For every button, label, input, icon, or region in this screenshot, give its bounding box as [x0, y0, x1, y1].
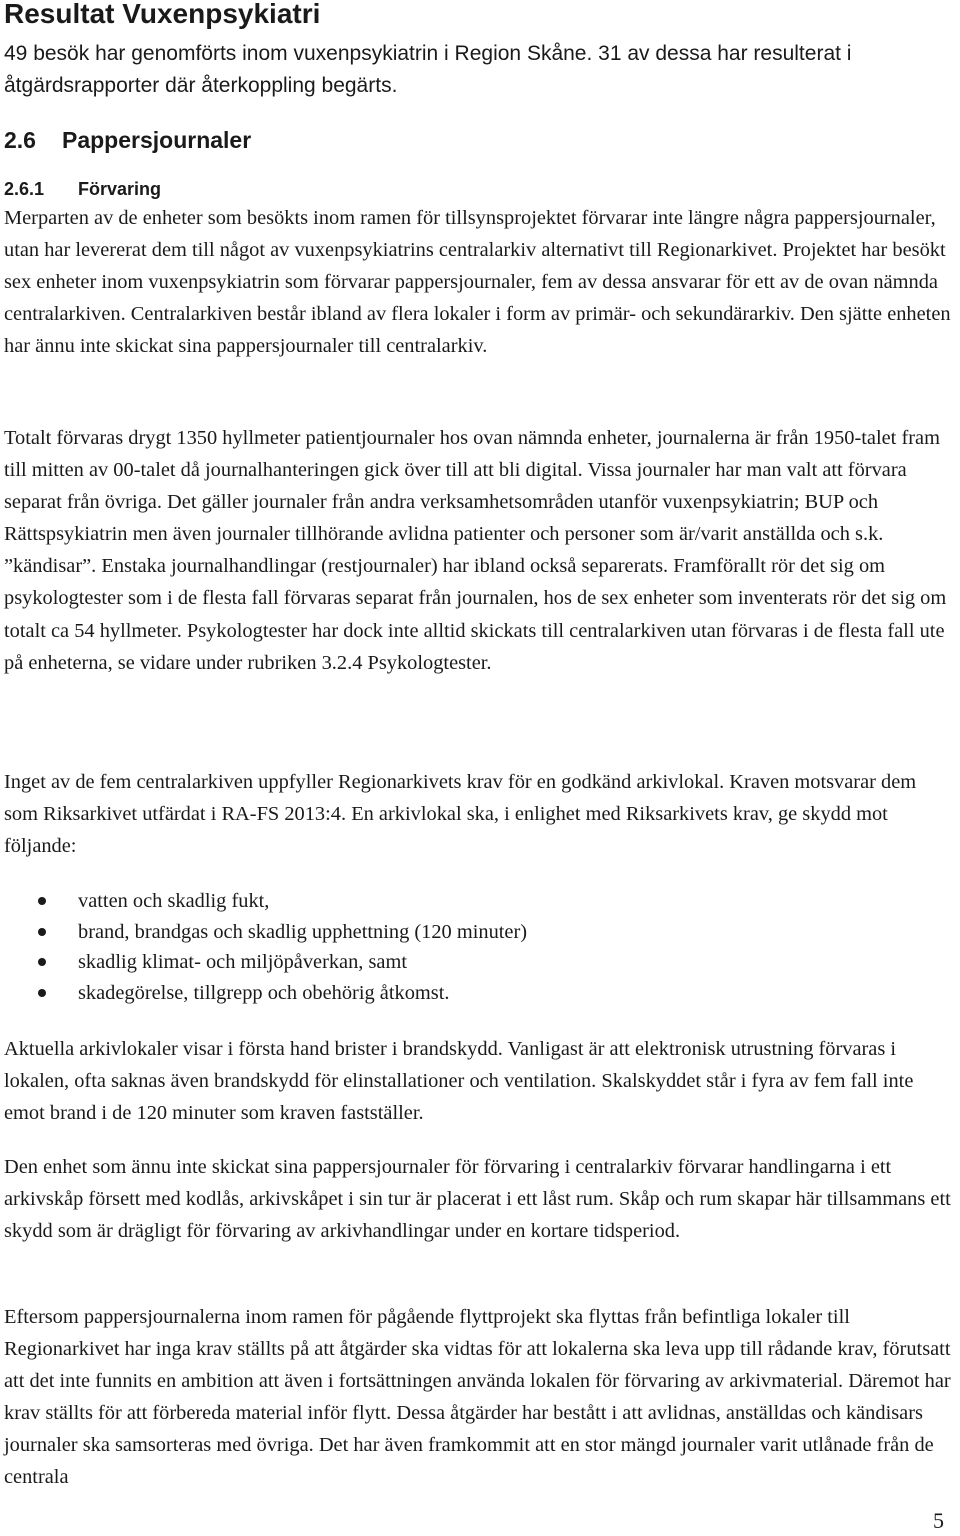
- body-paragraph: Den enhet som ännu inte skickat sina pappersjournaler för förvaring i centralarkiv förvarar handlingarna i ett arkivskåp försett med kodlås, arkivskåpet i sin tur är placerat i ett låst rum. Skåp och rum skapar här tillsammans ett skydd som är drägligt för förvaring av arkivhandlingar under en kortare tidsperiod.: [4, 1156, 951, 1243]
- protection-list: [0, 886, 950, 1008]
- bullet-icon: [38, 928, 46, 936]
- subsection-title: Förvaring: [78, 179, 162, 199]
- body-paragraph: Eftersom pappersjournalerna inom ramen för pågående flyttprojekt ska flyttas från befintliga lokaler till Regionarkivet har inga krav ställts på att åtgärder ska vidtas för att lokalerna ska leva upp till rådande krav, förutsatt att det inte funnits en ambition att även i fortsättningen använda lokalen för förvaring av arkivmaterial. Däremot har krav ställts för att förbereda material inför flytt. Dessa åtgärder har bestått i att avlidnas, anställdas och kändisars journaler ska samsorteras med övriga. Det har även framkommit att en stor mängd journaler varit utlånade från de centrala: [4, 1306, 951, 1489]
- bullet-icon: [38, 989, 46, 997]
- section-heading: [4, 124, 251, 156]
- subsection-number: 2.6.1: [4, 179, 45, 199]
- page-title: Resultat Vuxenpsykiatri: [4, 0, 321, 29]
- body-paragraph: Totalt förvaras drygt 1350 hyllmeter patientjournaler hos ovan nämnda enheter, journalerna är från 1950-talet fram till mitten av 00-talet då journalhanteringen gick över till att bli digital. Vissa journaler har man valt att förvara separat från övriga. Det gäller journaler från andra verksamhetsområden utanför vuxenpsykiatrin; BUP och Rättspsykiatrin men även journaler tillhörande avlidna patienter och personer som är/varit anställda och s.k. ”kändisar”. Enstaka journalhandlingar (restjournaler) har ibland också separerats. Framförallt rör det sig om psykologtester som i de flesta fall förvaras separat från journalen, hos de sex enheter som inventerats rör det sig om totalt ca 54 hyllmeter. Psykologtester har dock inte alltid skickats till centralarkiven utan förvaras i de flesta fall ute på enheterna, se vidare under rubriken 3.2.4 Psykologtester.: [4, 427, 947, 674]
- intro-paragraph: 49 besök har genomförts inom vuxenpsykiatrin i Region Skåne. 31 av dessa har resulterat i åtgärdsrapporter där återkoppling begärts.: [4, 42, 852, 97]
- list-item-text: vatten och skadlig fukt,: [78, 890, 270, 912]
- bullet-icon: [38, 958, 46, 966]
- list-item-text: skadlig klimat- och miljöpåverkan, samt: [78, 951, 408, 974]
- subsection-heading: [4, 176, 161, 202]
- list-item-text: brand, brandgas och skadlig upphettning (120 minuter): [78, 920, 528, 943]
- bullet-icon: [38, 897, 46, 905]
- page-number: 5: [933, 1508, 944, 1533]
- list-item: [0, 978, 950, 1009]
- body-paragraph: Aktuella arkivlokaler visar i första hand brister i brandskydd. Vanligast är att elektronisk utrustning förvaras i lokalen, ofta saknas även brandskydd för elinstallationer och ventilation. Skalskyddet står i fyra av fem fall inte emot brand i de 120 minuter som kraven fastställer.: [4, 1038, 914, 1125]
- body-paragraph: Merparten av de enheter som besökts inom ramen för tillsynsprojektet förvarar inte längre några pappersjournaler, utan har levererat dem till något av vuxenpsykiatrins centralarkiv alternativt till Regionarkivet. Projektet har besökt sex enheter inom vuxenpsykiatrin som förvarar pappersjournaler, fem av dessa ansvarar för ett av de ovan nämnda centralarkiven. Centralarkiven består ibland av flera lokaler i form av primär- och sekundärarkiv. Den sjätte enheten har ännu inte skickat sina pappersjournaler till centralarkiv.: [4, 207, 951, 358]
- section-number: 2.6: [4, 127, 36, 153]
- list-item-text: skadegörelse, tillgrepp och obehörig åtkomst.: [78, 981, 450, 1004]
- list-item: [0, 886, 950, 917]
- section-title: Pappersjournaler: [62, 127, 252, 153]
- body-paragraph: Inget av de fem centralarkiven uppfyller Regionarkivets krav för en godkänd arkivlokal. Kraven motsvarar dem som Riksarkivet utfärdat i RA-FS 2013:4. En arkivlokal ska, i enlighet med Riksarkivets krav, ge skydd mot följande:: [4, 771, 917, 858]
- list-item: [0, 947, 950, 978]
- list-item: [0, 917, 950, 948]
